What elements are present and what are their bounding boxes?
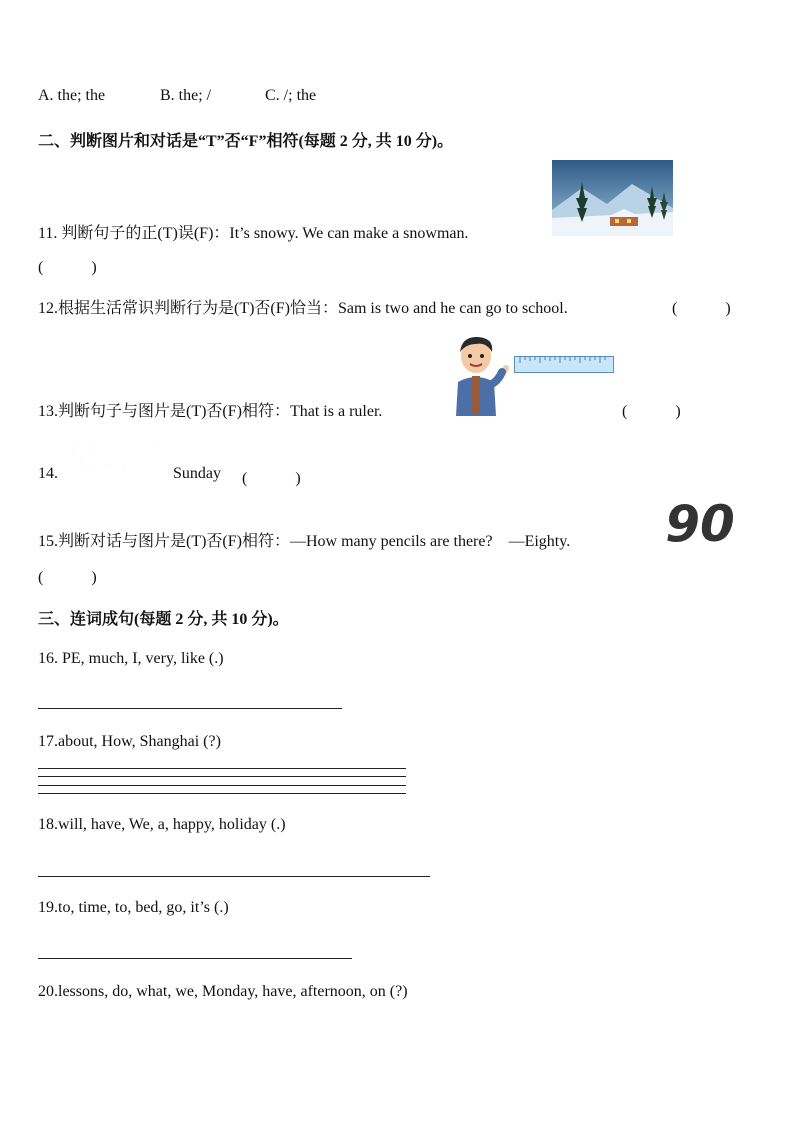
- number-text: 90: [665, 495, 735, 547]
- boy-pointing-image: [448, 334, 510, 416]
- q11-answer-blank[interactable]: ( ): [38, 259, 97, 276]
- q12-answer-blank[interactable]: ( ): [672, 300, 731, 317]
- q15-text: 15.判断对话与图片是(T)否(F)相符：—How many pencils are there? —Eighty.: [38, 533, 571, 550]
- q18-answer-line[interactable]: [38, 876, 430, 877]
- q17-answer-line-4[interactable]: [38, 793, 406, 794]
- q20-text: 20.lessons, do, what, we, Monday, have, afternoon, on (?): [38, 983, 408, 1000]
- q12-text: 12.根据生活常识判断行为是(T)否(F)恰当：Sam is two and he can go to school.: [38, 300, 568, 317]
- q19-answer-line[interactable]: [38, 958, 352, 959]
- q11-text: 11. 判断句子的正(T)误(F)：It’s snowy. We can make a snowman.: [38, 225, 469, 242]
- q17-answer-line-1[interactable]: [38, 768, 406, 769]
- section3-heading: 三、连词成句(每题 2 分, 共 10 分)。: [38, 611, 289, 628]
- q15-answer-blank[interactable]: ( ): [38, 569, 97, 586]
- option-a: A. the; the: [38, 87, 106, 104]
- ruler-image: [514, 356, 614, 373]
- weekday-image: [62, 433, 166, 479]
- q13-text: 13.判断句子与图片是(T)否(F)相符：That is a ruler.: [38, 403, 383, 420]
- snow-scene-image: [552, 160, 673, 236]
- q17-answer-line-3[interactable]: [38, 785, 406, 786]
- q19-text: 19.to, time, to, bed, go, it’s (.): [38, 899, 229, 916]
- q17-text: 17.about, How, Shanghai (?): [38, 733, 221, 750]
- option-c: C. /; the: [265, 87, 317, 104]
- q18-text: 18.will, have, We, a, happy, holiday (.): [38, 816, 286, 833]
- option-b: B. the; /: [160, 87, 212, 104]
- q14-answer-blank[interactable]: ( ): [242, 470, 301, 487]
- q16-answer-line[interactable]: [38, 708, 342, 709]
- number-image: [664, 495, 736, 547]
- q14-word: Sunday: [173, 465, 221, 482]
- q17-answer-line-2[interactable]: [38, 776, 406, 777]
- q14-number: 14.: [38, 465, 58, 482]
- section2-heading: 二、判断图片和对话是“T”否“F”相符(每题 2 分, 共 10 分)。: [38, 133, 454, 150]
- q13-answer-blank[interactable]: ( ): [622, 403, 681, 420]
- weekday-text: 星期四: [66, 440, 162, 476]
- q16-text: 16. PE, much, I, very, like (.): [38, 650, 224, 667]
